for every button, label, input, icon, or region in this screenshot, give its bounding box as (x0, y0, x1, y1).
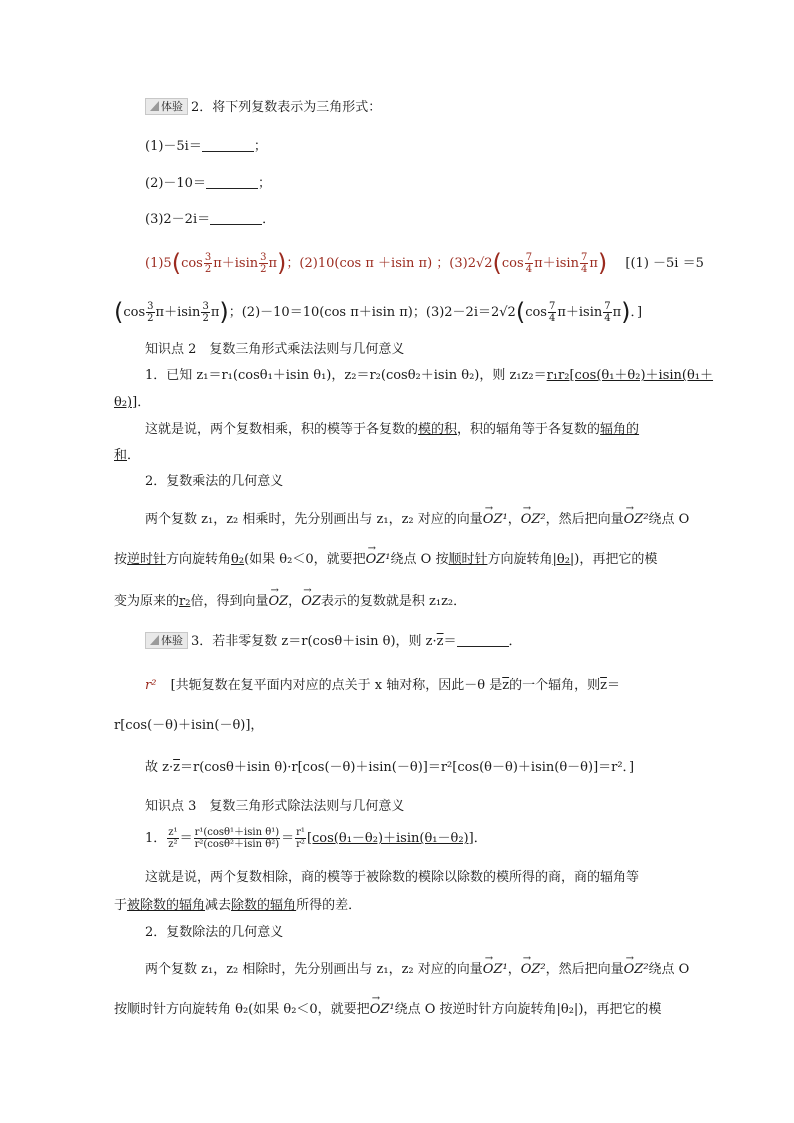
kp2-section-2-line-1: 两个复数 z₁，z₂ 相乘时，先分别画出与 z₁，z₂ 对应的向量→ OZ¹，→ OZ²，然后把向量→ OZ²绕点 O (145, 510, 689, 530)
kp2-section-2-line-2: 按逆时针方向旋转角θ₂(如果 θ₂＜0，就要把→ OZ¹绕点 O 按顺时针方向旋转角|θ₂|)，再把它的模 (114, 550, 657, 570)
knowledge-point-2-title: 知识点 2 复数三角形式乘法法则与几何意义 (145, 342, 405, 357)
kp2-section-2-title: 2．复数乘法的几何意义 (145, 474, 284, 489)
exercise-2-item-2: (2)－10＝ ； (145, 176, 271, 191)
kp2-paragraph-1: 1．已知 z₁＝r₁(cosθ₁＋isin θ₁)，z₂＝r₂(cosθ₂＋isin θ₂)，则 z₁z₂＝r₁r₂[cos(θ₁＋θ₂)＋isin(θ₁＋ (145, 368, 714, 383)
kp3-section-2-line-2: 按顺时针方向旋转角 θ₂(如果 θ₂＜0，就要把→ OZ¹绕点 O 按逆时针方向旋转角|θ₂|)，再把它的模 (114, 1000, 661, 1020)
exercise-2-header (145, 98, 381, 118)
kp3-paragraph-2-cont: 于被除数的辐角减去除数的辐角所得的差． (114, 898, 362, 913)
exercise-2-item-1: (1)－5i＝ ； (145, 139, 267, 154)
exercise-2-item-3: (3)2－2i＝ ． (145, 212, 276, 227)
kp2-section-2-line-3: 变为原来的r₂倍，得到向量→ OZ，→ OZ表示的复数就是积 z₁z₂． (114, 592, 466, 612)
kp3-section-2-line-1: 两个复数 z₁，z₂ 相除时，先分别画出与 z₁，z₂ 对应的向量→ OZ¹，→ OZ²，然后把向量→ OZ²绕点 O (145, 960, 689, 980)
exercise-2-answer: (1)5(cos $\frac{3}{2}$ π＋isin $\frac{3}{2}$ π)；(2)10(cos π ＋isin π) ；(3)2√2(cos $\frac{7}{4}$ π＋isin $\frac{7}{4}$ π) [(1) －5i ＝5 (145, 249, 704, 277)
exercise-3-answer-line-1: r² [共轭复数在复平面内对应的点关于 x 轴对称，因此－θ 是$\overline{z}$的一个辐角，则$\overline{z}=$ (145, 678, 620, 693)
exercise-2-intro: 2．将下列复数表示为三角形式： (191, 100, 382, 115)
exercise-2-explanation: (cos $\frac{3}{2}$ π＋isin $\frac{3}{2}$ π)；(2)－10＝10(cos π＋isin π)；(3)2－2i＝2√2(cos $\frac{7}{4}$ π＋isin $\frac{7}{4}$ π)．] (114, 298, 643, 326)
answer-blank (202, 139, 254, 152)
kp3-paragraph-1: 1． $\frac{\text{z¹}}{\text{z²}}$ ＝ $\frac{\text{r¹(cosθ¹＋isin θ¹)}}{\text{r²(cosθ²＋isin θ²)}}$ ＝ $\frac{\text{r¹}}{\text{r²}}$ [cos(θ₁－θ₂)＋isin(θ₁－θ₂)]． (145, 827, 487, 850)
tiyan-tag: 体验 (145, 632, 188, 649)
triangle-icon (150, 635, 159, 645)
triangle-icon (150, 101, 159, 111)
answer-blank (206, 176, 258, 189)
kp2-paragraph-2-cont: 和． (114, 448, 141, 463)
exercise-3-answer-line-2: r[cos(－θ)＋isin(－θ)]， (114, 718, 264, 733)
tiyan-tag: 体验 (145, 98, 188, 115)
kp2-paragraph-1-cont: θ₂)]． (114, 395, 151, 410)
kp3-section-2-title: 2．复数除法的几何意义 (145, 925, 284, 940)
exercise-3-answer: r² (145, 678, 157, 693)
exercise-3-question: 体验 3．若非零复数 z＝r(cosθ＋isin θ)，则 $z\cdot\overline{z}=$ ． (145, 632, 522, 652)
knowledge-point-3-title: 知识点 3 复数三角形式除法法则与几何意义 (145, 799, 405, 814)
exercise-3-answer-line-3: 故 $z\cdot\overline{z}=r(\cos\theta+isin$ θ)·r[cos(－θ)＋isin(－θ)]＝r²[cos(θ－θ)＋isin(θ－θ)]＝r²．] (145, 760, 635, 775)
answer-blank (457, 634, 509, 647)
kp2-paragraph-2: 这就是说，两个复数相乘，积的模等于各复数的模的积，积的辐角等于各复数的辐角的 (145, 422, 640, 437)
kp3-paragraph-2: 这就是说，两个复数相除，商的模等于被除数的模除以除数的模所得的商，商的辐角等 (145, 870, 640, 885)
answer-explanation-start: [(1) －5i ＝5 (625, 256, 704, 271)
answer-blank (210, 212, 262, 225)
